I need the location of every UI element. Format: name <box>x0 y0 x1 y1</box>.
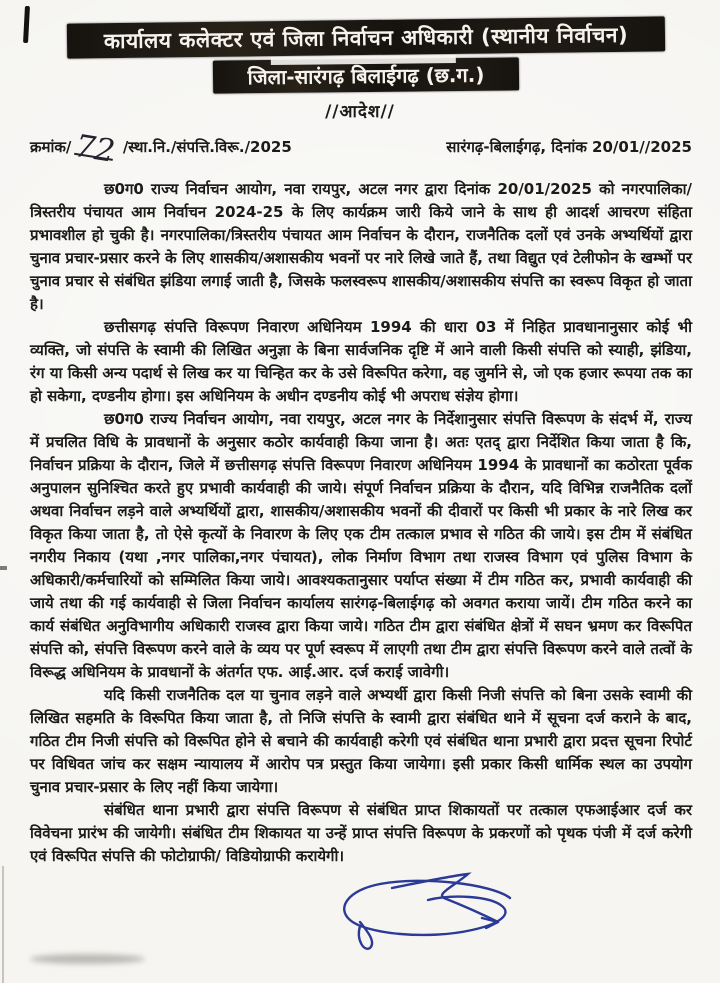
office-title-bar <box>67 16 665 58</box>
paragraph-2: छत्तीसगढ़ संपत्ति विरूपण निवारण अधिनियम 1994 की धारा 03 में निहित प्रावधानानुसार कोई भी व्यक्ति, जो संपत्ति के स्वामी की लिखित अनुज्ञा के बिना सार्वजनिक दृष्टि में आने वाली किसी संपत्ति को स्याही, झंडिया, रंग या किसी अन्य पदार्थ से लिख कर या चिन्हित कर के उसे विरूपित करेगा, वह जुर्माने से, जो एक हजार रूपया तक का हो सकेगा, दण्डनीय होगा। इस अधिनियम के अधीन दण्डनीय कोई भी अपराध संज्ञेय होगा। <box>30 318 692 405</box>
paragraph-4: यदि किसी राजनैतिक दल या चुनाव लड़ने वाले अभ्यर्थी द्वारा किसी निजी संपत्ति को बिना उसके स्वामी की लिखित सहमति के विरूपित किया जाता है, तो निजि संपत्ति के स्वामी द्वारा संबंधित थाने में सूचना दर्ज कराने के बाद, गठित टीम निजी संपत्ति को विरूपित होने से बचाने की कार्यवाही करेगी एवं संबंधित थाना प्रभारी द्वारा प्रदत्त सूचना रिपोर्ट पर विधिवत जांच कर सक्षम न्यायालय में आरोप पत्र प्रस्तुत किया जायेगा। इसी प्रकार किसी धार्मिक स्थल का उपयोग चुनाव प्रचार-प्रसार के लिए नहीं किया जायेगा। <box>30 686 692 796</box>
reference-number-prefix: क्रमांक/ <box>30 138 72 156</box>
scan-artifact-left-edge-dot <box>0 566 7 570</box>
order-body-text <box>0 178 720 868</box>
paragraph-3: छ0ग0 राज्य निर्वाचन आयोग, नवा रायपुर, अटल नगर के निर्देशानुसार संपत्ति विरूपण के संदर्भ में, राज्य में प्रचलित विधि के प्रावधानों के अनुसार कठोर कार्यवाही किया जाना है। अतः एतद् द्वारा निर्देशित किया जाता है कि, निर्वाचन प्रक्रिया के दौरान, जिले में छत्तीसगढ़ संपत्ति विरूपण निवारण अधिनियम 1994 के प्रावधानों का कठोरता पूर्वक अनुपालन सुनिश्चित करते हुए प्रभावी कार्यवाही की जाये। संपूर्ण निर्वाचन प्रक्रिया के दौरान, यदि विभिन्न राजनैतिक दलों अथवा निर्वाचन लड़ने वाले अभ्यर्थियों द्वारा, शासकीय/अशासकीय भवनों की दीवारों पर किसी भी प्रकार के नारे लिख कर विकृत किया जाता है, तो ऐसे कृत्यों के निवारण के लिए एक टीम तत्काल प्रभाव से गठित की जाये। इस टीम में संबंधित नगरीय निकाय (यथा ,नगर पालिका,नगर पंचायत), लोक निर्माण विभाग तथा राजस्व विभाग एवं पुलिस विभाग के अधिकारी/कर्मचारियों को सम्मिलित किया जाये। आवश्यकतानुसार पर्याप्त संख्या में टीम गठित कर, प्रभावी कार्यवाही की जाये तथा की गई कार्यवाही से जिला निर्वाचन कार्यालय सारंगढ़-बिलाईगढ़ को अवगत कराया जायें। टीम गठित करने का कार्य संबंधित अनुविभागीय अधिकारी राजस्व द्वारा किया जाये। गठित टीम द्वारा संबंधित क्षेत्रों में सघन भ्रमण कर विरूपित संपत्ति को, संपत्ति विरूपण करने वाले के व्यय पर पूर्ण स्वरूप में लाएगी तथा टीम द्वारा संपत्ति विरूपण करने वाले तत्वों के विरूद्ध अधिनियम के प्रावधानों के अंतर्गत एफ. आई.आर. दर्ज कराई जावेगी। <box>30 410 692 681</box>
scan-smudge-bottom-left <box>30 954 145 964</box>
paragraph-5: संबंधित थाना प्रभारी द्वारा संपत्ति विरूपण से संबंधित प्राप्त शिकायतों पर तत्काल एफआईआर दर्ज कर विवेचना प्रारंभ की जायेगी। संबंधित टीम शिकायत या उन्हें प्राप्त संपत्ति विरूपण के प्रकरणों को पृथक पंजी में दर्ज करेगी एवं विरूपित संपत्ति की फोटोग्राफी/ विडियोग्राफी करायेगी। <box>30 801 692 865</box>
office-title-text: कार्यालय कलेक्टर एवं जिला निर्वाचन अधिकारी (स्थानीय निर्वाचन) <box>103 22 629 53</box>
order-heading: //आदेश// <box>325 102 395 122</box>
handwritten-serial-number: 72 <box>73 128 118 170</box>
district-title-bar <box>213 57 519 93</box>
district-title-text: जिला-सारंगढ़ बिलाईगढ़ (छ.ग.) <box>247 62 485 90</box>
reference-number <box>30 128 292 170</box>
scan-artifact-left-edge-line <box>2 866 4 983</box>
place-and-date: सारंगढ़-बिलाईगढ़, दिनांक 20/01//2025 <box>446 138 692 156</box>
reference-number-suffix: /स्था.नि./संपत्ति.विरू./2025 <box>122 138 292 156</box>
reference-row <box>0 128 720 170</box>
paragraph-1: छ0ग0 राज्य निर्वाचन आयोग, नवा रायपुर, अटल नगर द्वारा दिनांक 20/01/2025 को नगरपालिका/त्रिस्तरीय पंचायत आम निर्वाचन 2024-25 के लिए कार्यक्रम जारी किये जाने के साथ ही आदर्श आचरण संहिता प्रभावशील हो चुकी है। नगरपालिका/त्रिस्तरीय पंचायत आम निर्वाचन के दौरान, राजनैतिक दलों एवं उनके अभ्यर्थियों द्वारा चुनाव प्रचार-प्रसार करने के लिए शासकीय/अशासकीय भवनों पर नारे लिखे जाते हैं, तथा विद्युत एवं टेलीफोन के खम्भों पर चुनाव प्रचार से संबंधित झंडिया लगाई जाती है, जिसके फलस्वरूप शासकीय/अशासकीय संपत्ति का स्वरूप विकृत हो जाता है। <box>30 180 692 313</box>
document-header <box>0 0 720 122</box>
signature-scribble-icon <box>332 868 532 953</box>
